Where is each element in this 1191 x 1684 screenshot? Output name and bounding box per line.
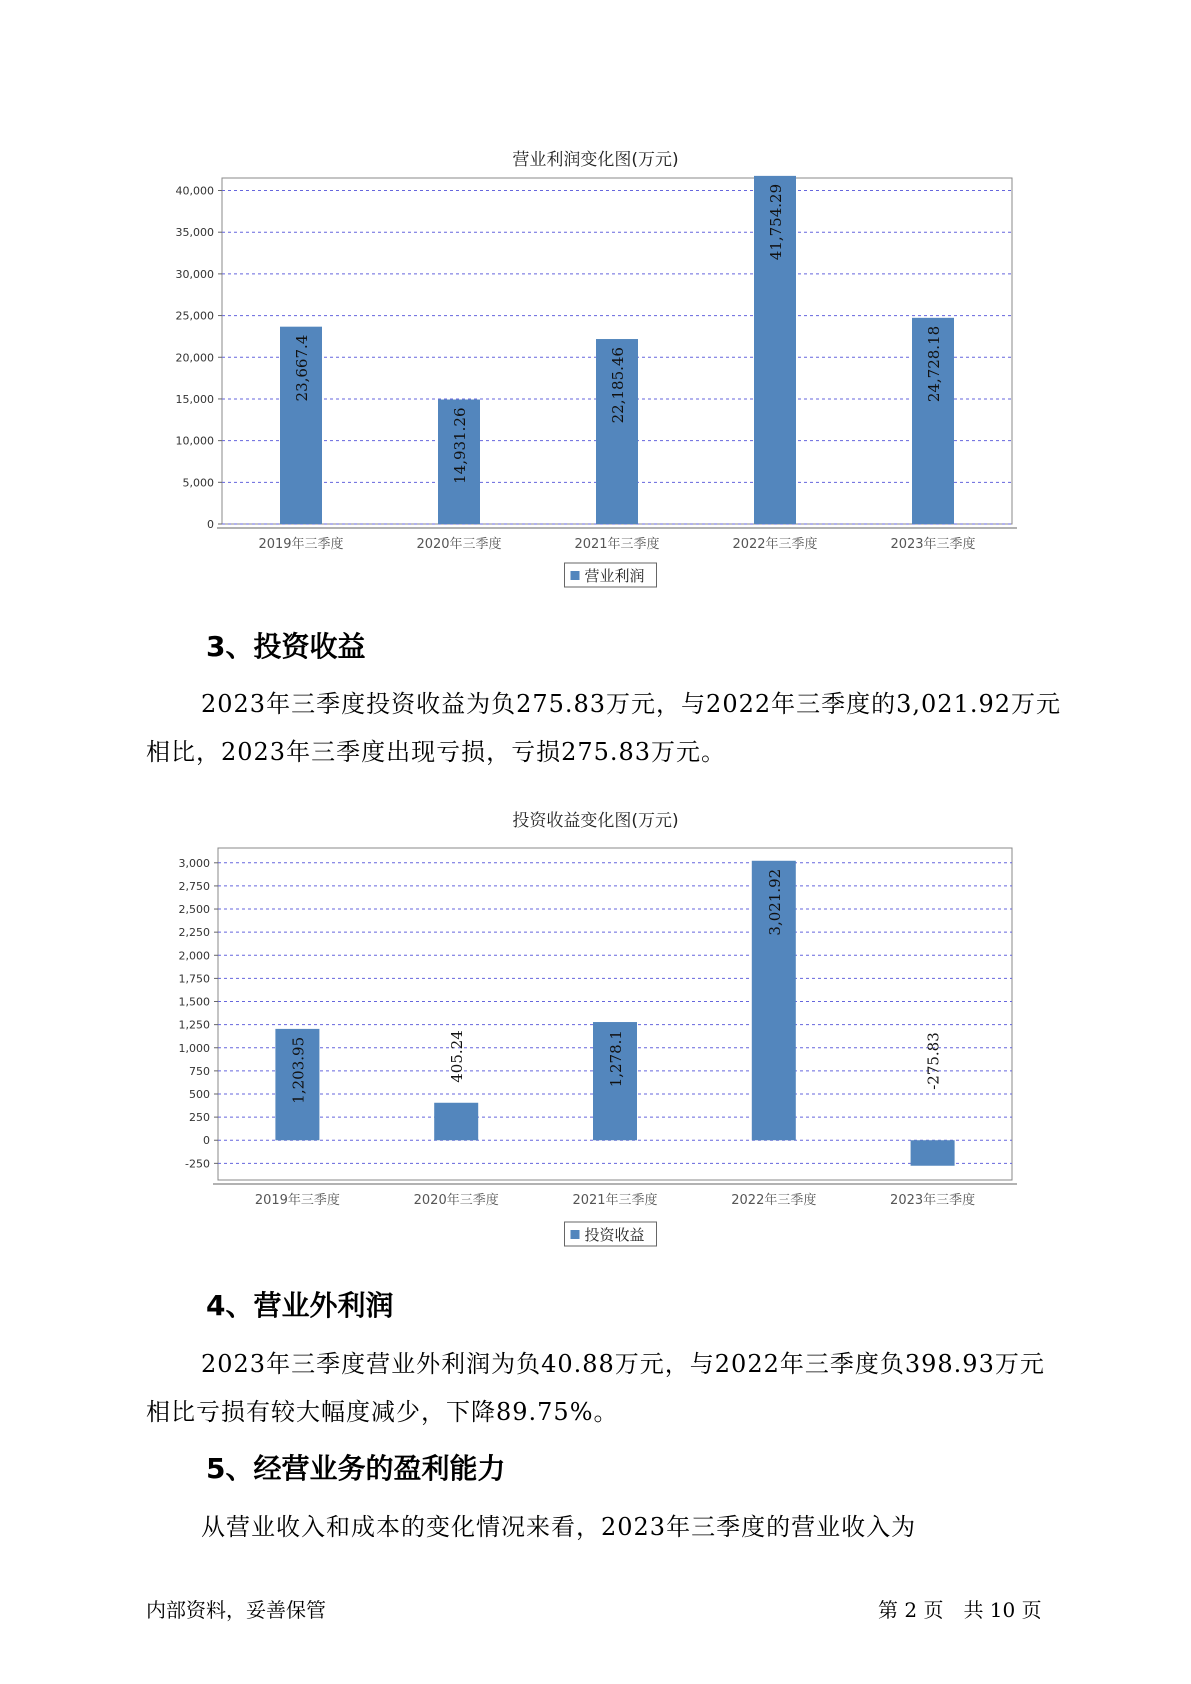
investment-income-chart	[0, 830, 1191, 1250]
x-category-label: 2020年三季度	[416, 537, 502, 552]
y-tick-label: 750	[189, 1064, 210, 1078]
section4-heading: 4、营业外利润	[206, 1289, 394, 1322]
chart2-title: 投资收益变化图(万元)	[512, 811, 679, 831]
y-tick-label: 5,000	[182, 476, 214, 490]
legend	[565, 1222, 657, 1246]
footer-page-number: 第 2 页 共 10 页	[878, 1598, 1042, 1622]
y-tick-label: 2,250	[178, 926, 210, 940]
operating-profit-chart	[0, 170, 1191, 730]
section5-heading: 5、经营业务的盈利能力	[206, 1452, 506, 1485]
section3-paragraph: 2023年三季度投资收益为负275.83万元，与2022年三季度的3,021.92万元相比，2023年三季度出现亏损，亏损275.83万元。	[146, 690, 1062, 766]
y-tick-label: 20,000	[175, 351, 214, 365]
bar-value-label: 14,931.26	[451, 407, 469, 484]
bar-value-label: 1,278.1	[607, 1030, 625, 1088]
y-tick-label: 1,250	[178, 1018, 210, 1032]
y-tick-label: 15,000	[175, 392, 214, 406]
x-category-label: 2021年三季度	[574, 537, 660, 552]
y-tick-label: 1,750	[178, 972, 210, 986]
y-tick-label: 0	[203, 1134, 210, 1148]
y-tick-label: 250	[189, 1111, 210, 1125]
y-tick-label: -250	[185, 1157, 210, 1171]
y-tick-label: 30,000	[175, 267, 214, 281]
bar-value-label: 405.24	[448, 1030, 467, 1083]
x-category-label: 2023年三季度	[890, 537, 976, 552]
x-category-label: 2022年三季度	[732, 537, 818, 552]
legend	[565, 563, 657, 587]
x-category-label: 2022年三季度	[731, 1193, 817, 1208]
bar-value-label: 1,203.95	[289, 1036, 308, 1104]
y-tick-label: 2,750	[178, 879, 210, 893]
bar-value-label: -275.83	[924, 1032, 943, 1090]
y-tick-label: 500	[189, 1087, 210, 1101]
y-tick-label: 1,000	[178, 1041, 210, 1055]
x-category-label: 2023年三季度	[890, 1193, 976, 1208]
legend-swatch	[571, 571, 580, 580]
y-tick-label: 35,000	[175, 226, 214, 240]
y-tick-label: 2,500	[178, 903, 210, 917]
x-category-label: 2020年三季度	[413, 1193, 499, 1208]
y-tick-label: 2,000	[178, 949, 210, 963]
bar-value-label: 41,754.29	[767, 183, 785, 261]
section4-paragraph: 2023年三季度营业外利润为负40.88万元，与2022年三季度负398.93万元相比亏损有较大幅度减少，下降89.75%。	[146, 1350, 1045, 1426]
bar-value-label: 24,728.18	[925, 325, 943, 403]
legend-label: 营业利润	[584, 567, 645, 585]
x-category-label: 2021年三季度	[572, 1193, 658, 1208]
y-tick-label: 10,000	[175, 434, 214, 448]
legend-label: 投资收益	[584, 1226, 645, 1244]
y-tick-label: 0	[207, 518, 214, 531]
section5-paragraph: 从营业收入和成本的变化情况来看，2023年三季度的营业收入为	[201, 1513, 917, 1541]
y-tick-label: 25,000	[175, 309, 214, 323]
section3-heading: 3、投资收益	[206, 630, 366, 663]
x-category-label: 2019年三季度	[254, 1193, 340, 1208]
bar-value-label: 23,667.4	[293, 334, 311, 402]
footer-confidential-note: 内部资料，妥善保管	[146, 1598, 326, 1622]
y-tick-label: 1,500	[178, 995, 210, 1009]
legend-swatch	[571, 1230, 580, 1239]
bar	[911, 1140, 955, 1166]
bar-value-label: 3,021.92	[765, 868, 784, 936]
x-category-label: 2019年三季度	[258, 537, 344, 552]
bar	[434, 1103, 478, 1140]
y-tick-label: 40,000	[175, 184, 214, 198]
bar-value-label: 22,185.46	[609, 347, 627, 424]
y-tick-label: 3,000	[178, 856, 210, 870]
chart1-title: 营业利润变化图(万元)	[512, 150, 679, 170]
